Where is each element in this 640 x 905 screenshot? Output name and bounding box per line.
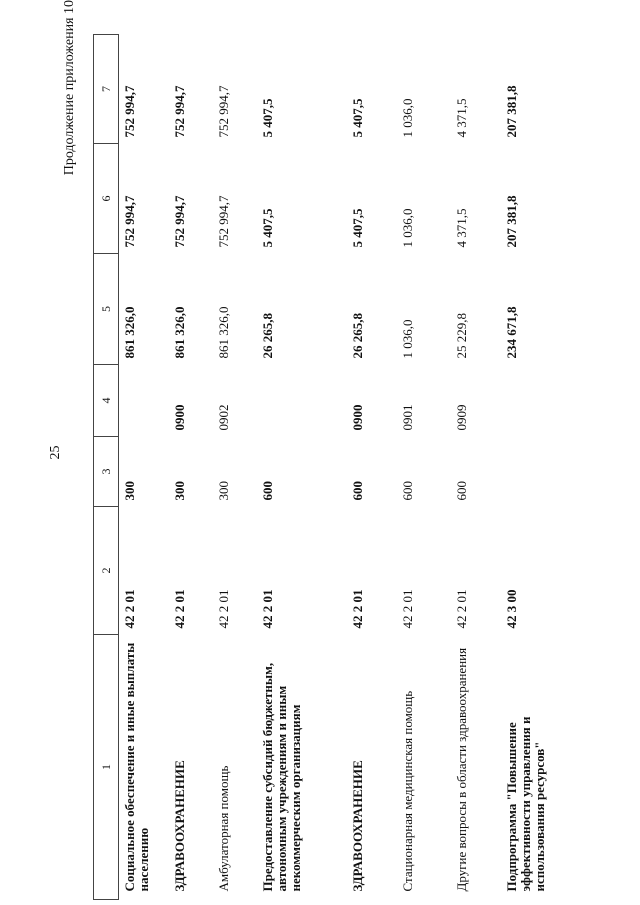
table-cell: 861 326,0 — [172, 306, 187, 359]
row-label: Стационарная медицинская помощь — [400, 690, 415, 892]
budget-table — [93, 34, 575, 900]
table-cell: 207 381,8 — [504, 85, 519, 138]
table-cell: 0900 — [350, 404, 365, 431]
table-cell: 861 326,0 — [216, 306, 231, 359]
table-cell — [119, 365, 170, 437]
table-cell: 42 2 01 — [172, 589, 187, 629]
table-cell: 25 229,8 — [454, 313, 469, 359]
table-cell: 1 036,0 — [400, 208, 415, 248]
table-cell: 861 326,0 — [122, 306, 137, 359]
table-row — [501, 35, 575, 900]
table-cell: 5 407,5 — [350, 98, 365, 138]
table-cell: 1 036,0 — [400, 98, 415, 138]
table-cell: 752 994,7 — [216, 195, 231, 248]
table-cell: 5 407,5 — [260, 208, 275, 248]
table-cell: 42 2 01 — [454, 589, 469, 629]
table-cell: 600 — [400, 481, 415, 501]
table-cell: 5 407,5 — [350, 208, 365, 248]
table-cell: 4 371,5 — [454, 208, 469, 248]
table-cell: 234 671,8 — [504, 306, 519, 359]
table-row — [257, 35, 347, 900]
table-cell — [501, 437, 575, 507]
table-cell: 600 — [260, 481, 275, 501]
column-header: 1 — [94, 635, 119, 900]
page-number: 25 — [48, 445, 63, 460]
column-header: 7 — [94, 35, 119, 144]
row-label: Предоставление субсидий бюджетным, автономным учреждениям и иным некоммерческим организациям — [260, 662, 303, 892]
table-cell: 600 — [350, 481, 365, 501]
table-cell: 752 994,7 — [172, 195, 187, 248]
table-cell: 42 2 01 — [260, 589, 275, 629]
table-cell: 5 407,5 — [260, 98, 275, 138]
table-row — [169, 35, 213, 900]
column-header: 2 — [94, 507, 119, 635]
table-cell: 42 2 01 — [216, 589, 231, 629]
table-row — [119, 35, 170, 900]
table-cell: 0909 — [454, 404, 469, 431]
column-header: 4 — [94, 365, 119, 437]
table-cell: 42 2 01 — [350, 589, 365, 629]
table-cell: 0900 — [172, 404, 187, 431]
table-row — [397, 35, 451, 900]
table-cell: 26 265,8 — [350, 313, 365, 359]
table-cell: 42 2 01 — [400, 589, 415, 629]
table-cell: 600 — [454, 481, 469, 501]
table-cell: 752 994,7 — [122, 85, 137, 138]
column-header: 5 — [94, 254, 119, 365]
table-cell: 300 — [216, 481, 231, 501]
table-row — [451, 35, 501, 900]
row-label: Социальное обеспечение и иные выплаты населению — [122, 642, 151, 892]
column-header: 6 — [94, 144, 119, 254]
table-cell: 42 2 01 — [122, 589, 137, 629]
table-cell: 0901 — [400, 404, 415, 431]
row-label: Другие вопросы в области здравоохранения — [454, 647, 469, 892]
table-cell — [501, 365, 575, 437]
table-cell: 0902 — [216, 404, 231, 431]
table-cell — [257, 365, 347, 437]
table-cell: 300 — [172, 481, 187, 501]
column-header: 3 — [94, 437, 119, 507]
table-cell: 4 371,5 — [454, 98, 469, 138]
table-cell: 300 — [122, 481, 137, 501]
table-cell: 752 994,7 — [122, 195, 137, 248]
table-cell: 1 036,0 — [400, 319, 415, 359]
continuation-note: Продолжение приложения 10 — [62, 0, 77, 176]
table-cell: 752 994,7 — [216, 85, 231, 138]
table-cell: 26 265,8 — [260, 313, 275, 359]
table-cell: 752 994,7 — [172, 85, 187, 138]
row-label: ЗДРАВООХРАНЕНИЕ — [172, 760, 187, 892]
table-cell: 207 381,8 — [504, 195, 519, 248]
row-label: Амбулаторная помощь — [216, 765, 231, 892]
table-row — [213, 35, 257, 900]
table-row — [347, 35, 397, 900]
row-label: ЗДРАВООХРАНЕНИЕ — [350, 760, 365, 892]
table-cell: 42 3 00 — [504, 589, 519, 629]
table-header-row — [94, 35, 119, 900]
row-label: Подпрограмма "Повышение эффективности управления и использования ресурсов" — [504, 716, 547, 892]
